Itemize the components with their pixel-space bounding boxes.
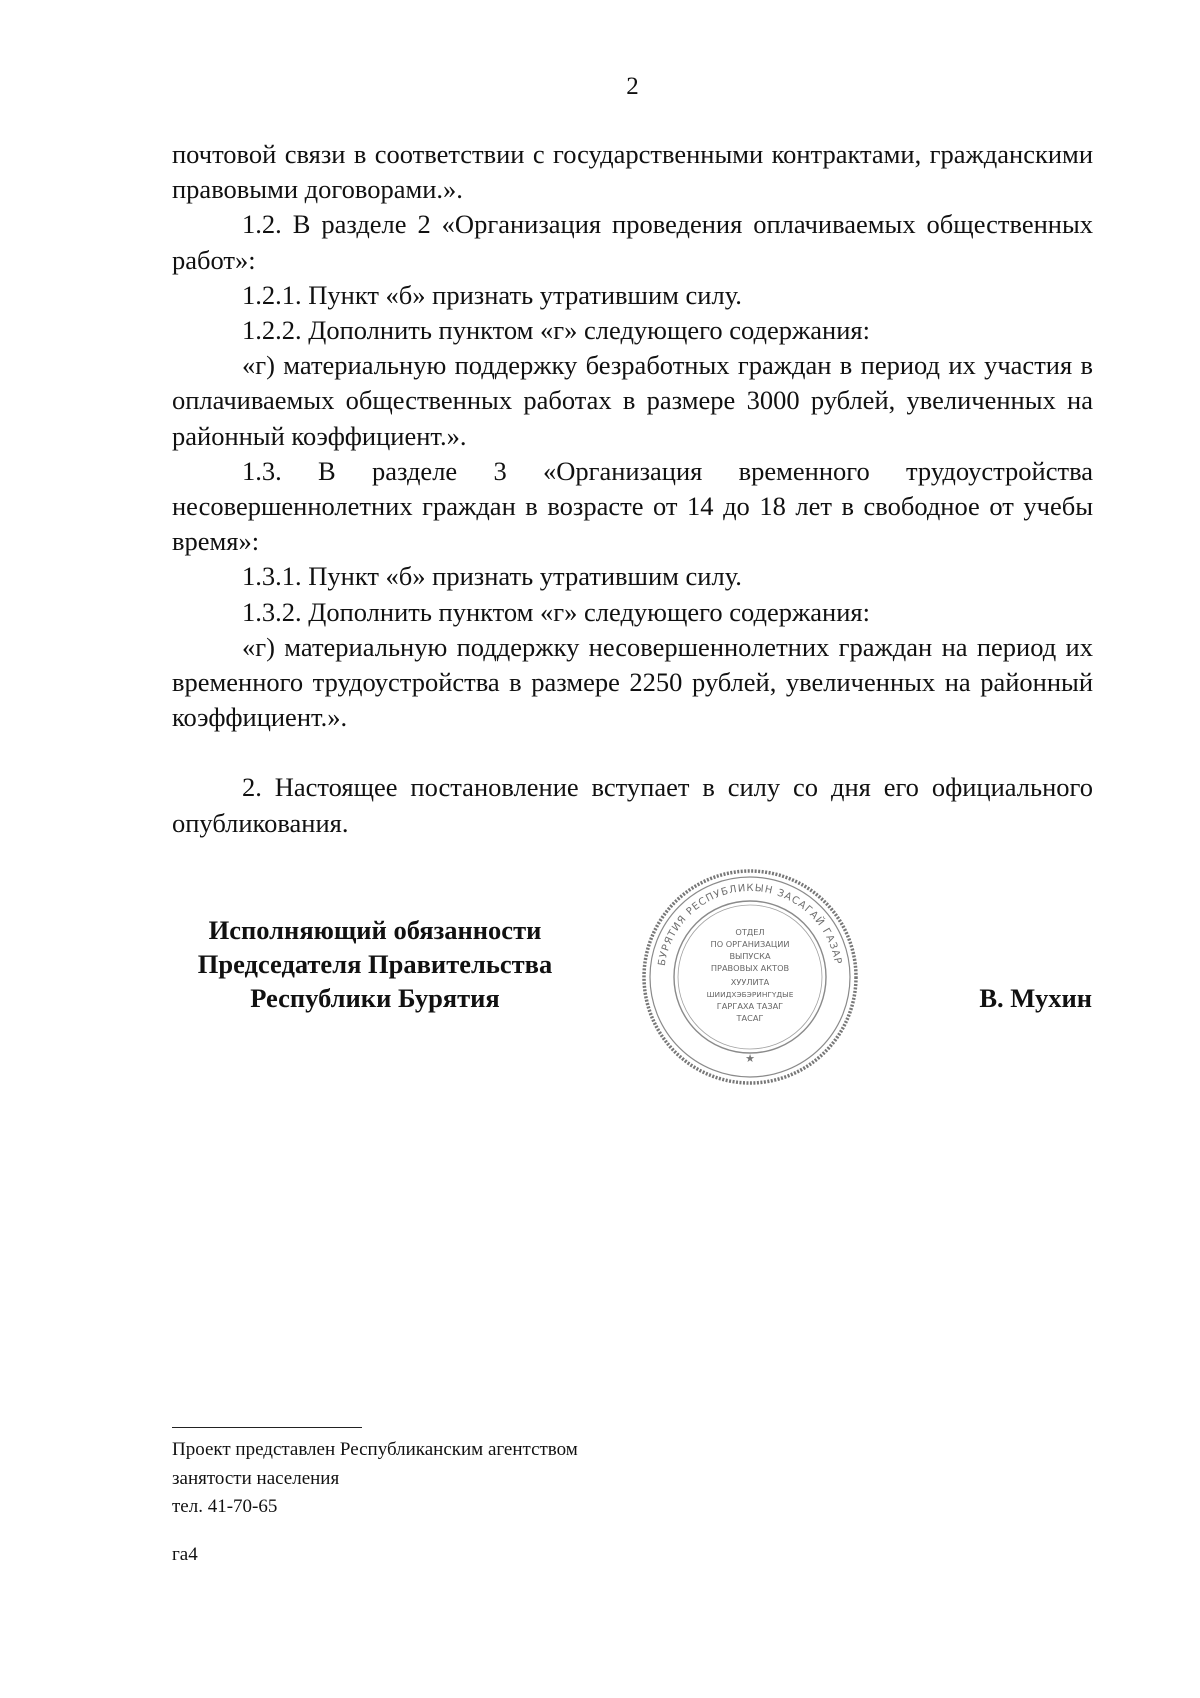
seal-center-line: ТАСАГ (736, 1013, 764, 1023)
seal-center-line: ОТДЕЛ (735, 927, 765, 937)
seal-center-line: ШИИДХЭБЭРИНГҮДЫЕ (706, 990, 794, 999)
page-number: 2 (626, 73, 639, 100)
footnote (172, 1436, 578, 1522)
document-body (172, 137, 1093, 841)
footnote-divider (172, 1427, 362, 1428)
seal-center-line: ВЫПУСКА (729, 951, 771, 961)
paragraph-continuation: почтовой связи в соответствии с государственными контрактами, гражданскими правовыми договорами.». (172, 139, 1093, 205)
seal-center-line: ПО ОРГАНИЗАЦИИ (710, 939, 790, 949)
footnote-line: Проект представлен Республиканским агентством (172, 1439, 578, 1460)
paragraph-1-3-2-text: «г) материальную поддержку несовершеннолетних граждан на период их временного трудоустройства в размере 2250 рублей, увеличенных на районный коэффициент.». (172, 631, 1093, 733)
paragraph-1-2-1: 1.2.1. Пункт «б» признать утратившим силу. (242, 279, 742, 310)
footnote-line: занятости населения (172, 1467, 340, 1489)
paragraph-1-2: 1.2. В разделе 2 «Организация проведения оплачиваемых общественных работ»: (172, 209, 1093, 275)
seal-star-mark: ★ (745, 1052, 755, 1065)
seal-ring-text: БУРЯТИЯ РЕСПУБЛИКЫН ЗАСАГАЙ ГАЗАР (656, 882, 844, 967)
seal-center-line: ПРАВОВЫХ АКТОВ (710, 963, 790, 973)
paragraph-2: 2. Настоящее постановление вступает в силу со дня его официального опубликования. (172, 772, 1093, 838)
signer-title-line: Председателя Правительства (197, 949, 553, 979)
seal-center-line: ГАРГАХА ТАЗАГ (716, 1001, 784, 1011)
signer-title-line: Исполняющий обязанности (208, 915, 542, 945)
paragraph-1-2-2-text: «г) материальную поддержку безработных граждан в период их участия в оплачиваемых общественных работах в размере 3000 рублей, увеличенных на районный коэффициент.». (172, 350, 1093, 451)
signer-title-line: Республики Бурятия (250, 983, 500, 1013)
signer-name: В. Мухин (979, 983, 1092, 1013)
footnote-line: тел. 41-70-65 (172, 1496, 278, 1517)
document-code: га4 (172, 1544, 198, 1565)
signer-title (160, 913, 590, 1015)
paragraph-1-3: 1.3. В разделе 3 «Организация временного трудоустройства несовершеннолетних граждан в возрасте от 14 до 18 лет в свободное от учебы время»: (172, 455, 1093, 557)
seal-center-line: ХУУЛИТА (730, 977, 770, 987)
paragraph-1-3-2: 1.3.2. Дополнить пунктом «г» следующего содержания: (242, 596, 870, 627)
official-seal (640, 863, 860, 1091)
paragraph-1-3-1: 1.3.1. Пункт «б» признать утратившим силу. (242, 561, 742, 592)
paragraph-1-2-2: 1.2.2. Дополнить пунктом «г» следующего содержания: (242, 315, 870, 346)
